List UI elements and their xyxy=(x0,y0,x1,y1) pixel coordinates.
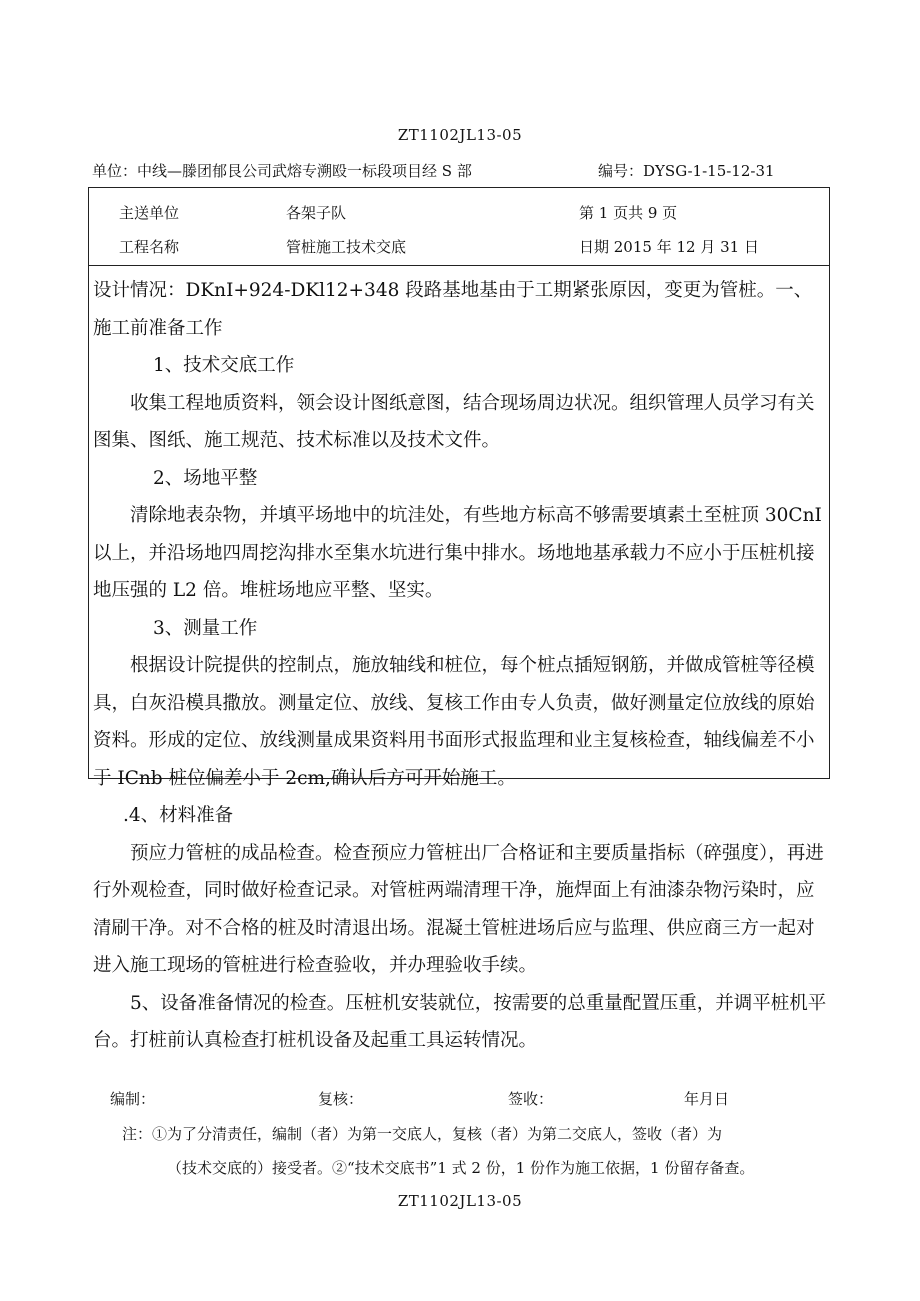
design-intro: 设计情况：DKnI+924-DKl12+348 段路基地基由于工期紧张原因，变更为管桩。一、施工前准备工作 xyxy=(93,280,813,339)
note-line-2: （技术交底的）接受者。②“技术交底书”1 式 2 份，1 份作为施工依据，1 份留存备查。 xyxy=(167,1159,755,1177)
section-heading-4: .4、材料准备 xyxy=(123,805,234,826)
unit-line: 单位：中线—滕团郁艮公司武熔专溯殴一标段项目经 S 部 xyxy=(92,162,472,180)
document-code-bottom: ZT1102JL13-05 xyxy=(397,1192,523,1210)
document-date: 日期 2015 年 12 月 31 日 xyxy=(579,238,759,256)
project-name-label: 工程名称 xyxy=(119,238,180,256)
document-code-top: ZT1102JL13-05 xyxy=(397,126,523,144)
section-heading-1: 1、技术交底工作 xyxy=(153,355,295,376)
signature-date-label: 年月日 xyxy=(684,1090,730,1108)
header-row-recipient xyxy=(89,194,829,228)
section-paragraph-5: 5、设备准备情况的检查。压桩机安装就位，按需要的总重量配置压重，并调平桩机平台。打桩前认真检查打桩机设备及起重工具运转情况。 xyxy=(93,992,827,1051)
disclosure-body xyxy=(89,272,831,1060)
section-paragraph-3: 根据设计院提供的控制点，施放轴线和桩位，每个桩点插短钢筋，并做成管桩等径模具，白灰沿模具撒放。测量定位、放线、复核工作由专人负责，做好测量定位放线的原始资料。形成的定位、放线测量成果资料用书面形式报监理和业主复核检查，轴线偏差不小于 ICnb 桩位偏差小于 2cm,确认后方可开始施工。 xyxy=(93,655,815,789)
project-name-value: 管桩施工技术交底 xyxy=(286,238,407,256)
section-paragraph-2: 清除地表杂物，并填平场地中的坑洼处，有些地方标高不够需要填素土至桩顶 30CnI 以上，并沿场地四周挖沟排水至集水坑进行集中排水。场地地基承载力不应小于压桩机接地压强的 L2 倍。堆桩场地应平整、坚实。 xyxy=(93,505,822,601)
section-heading-3: 3、测量工作 xyxy=(153,617,258,639)
recipient-label: 主送单位 xyxy=(119,204,180,222)
compiler-label: 编制： xyxy=(110,1090,156,1108)
section-heading-2: 2、场地平整 xyxy=(153,467,258,489)
document-number: 编号：DYSG-1-15-12-31 xyxy=(598,162,775,180)
disclosure-form xyxy=(88,187,830,1051)
section-paragraph-4: 预应力管桩的成品检查。检查预应力管桩出厂合格证和主要质量指标（碎强度），再进行外观检查，同时做好检查记录。对管桩两端清理干净，施焊面上有油漆杂物污染时，应清刷干净。对不合格的桩及时清退出场。混凝土管桩进场后应与监理、供应商三方一起对进入施工现场的管桩进行检查验收，并办理验收手续。 xyxy=(93,842,824,976)
reviewer-label: 复核： xyxy=(318,1090,364,1108)
signature-row xyxy=(0,1088,920,1108)
recipient-value: 各架子队 xyxy=(286,204,347,222)
header-divider xyxy=(89,265,829,266)
header-row-project xyxy=(89,228,829,262)
note-line-1: 注：①为了分清责任，编制（者）为第一交底人，复核（者）为第二交底人，签收（者）为 xyxy=(122,1125,723,1143)
section-paragraph-1: 收集工程地质资料，领会设计图纸意图，结合现场周边状况。组织管理人员学习有关图集、图纸、施工规范、技术标准以及技术文件。 xyxy=(93,392,815,451)
receiver-label: 签收： xyxy=(508,1090,554,1108)
page-indicator: 第 1 页共 9 页 xyxy=(579,204,678,222)
